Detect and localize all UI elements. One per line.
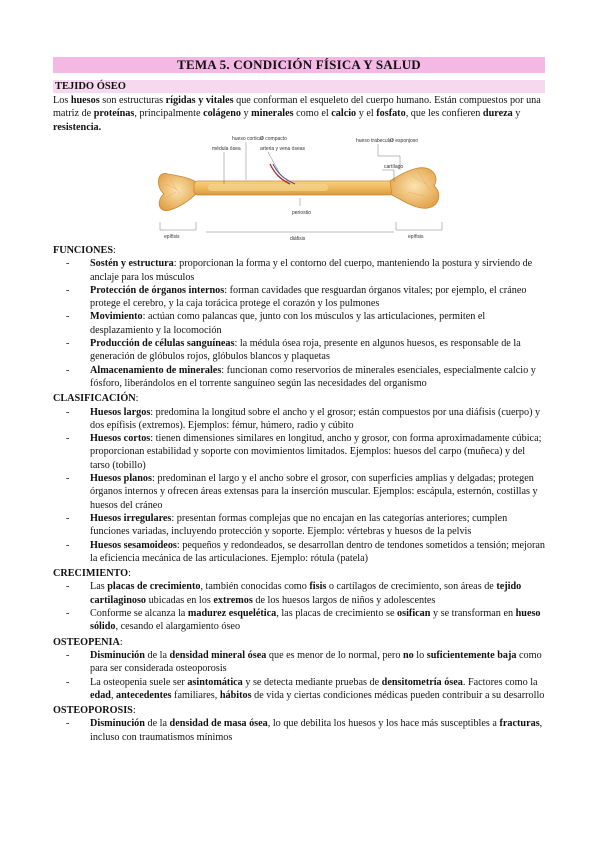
list-item <box>53 472 545 512</box>
label-epifisis-right: epífisis <box>408 234 424 240</box>
bold-text: huesos <box>70 95 100 106</box>
bold-text: Huesos sesamoideos <box>90 539 177 551</box>
heading-colon: : <box>113 245 116 256</box>
text-run: y se detecta mediante pruebas de <box>242 676 382 688</box>
bold-text: Movimiento <box>90 311 143 323</box>
bold-text: antecedentes <box>116 689 172 701</box>
text-run: , principalmente <box>134 108 204 120</box>
bold-text: fisis <box>309 581 327 593</box>
dash-bullet-icon: - <box>66 649 70 661</box>
list-item <box>53 284 545 311</box>
text-run: Los <box>53 95 71 106</box>
bold-text: no <box>402 649 414 661</box>
dash-bullet-icon: - <box>66 258 70 270</box>
bold-text: densidad de masa ósea <box>169 718 268 730</box>
bold-text: Disminución <box>90 718 145 730</box>
text-run: : funcionan como reservorios de minerales esenciales, especialmente calcio y fósforo, liberándolos en el torrente sanguíneo según las necesidades del organismo <box>90 364 536 389</box>
list-item <box>53 257 545 284</box>
bold-text: placas de crecimiento <box>107 581 201 593</box>
text-run: : presentan formas complejas que no encajan en las categorías anteriores; cumplen funciones variadas, incluyendo protección y soporte. Ejemplo: vértebras y huesos de la pelvis <box>90 512 508 538</box>
list-item <box>53 580 545 607</box>
bold-text: dureza <box>482 108 513 120</box>
list-item <box>53 539 545 566</box>
bold-text: hábitos <box>219 689 252 701</box>
bold-text: tejido cartilaginoso <box>90 581 522 606</box>
section-heading-text: CRECIMIENTO <box>53 568 129 580</box>
section-heading-text: CLASIFICACIÓN <box>53 393 136 405</box>
bold-text: Huesos cortos <box>90 433 151 445</box>
dash-bullet-icon: - <box>66 406 70 418</box>
label-diafisis: diáfisis <box>290 236 306 242</box>
bold-text: asintomática <box>187 676 243 688</box>
list-item <box>53 364 545 391</box>
section-heading <box>53 636 545 649</box>
intro-paragraph <box>53 94 543 134</box>
list-item <box>53 406 545 433</box>
intro-block <box>53 94 543 134</box>
text-run: , incluso con traumatismos mínimos <box>90 718 543 743</box>
list-item <box>53 310 545 337</box>
text-run: y el <box>356 108 377 120</box>
bold-text: resistencia. <box>53 121 102 133</box>
dash-bullet-icon: - <box>66 581 70 593</box>
bold-text: Huesos irregulares <box>90 512 172 524</box>
bold-text: Disminución <box>90 649 145 661</box>
text-run: : predominan el largo y el ancho sobre el grosor, con superficies amplias y delgadas; protegen órganos internos y ofrecen áreas extensas para la inserción muscular. Ejemplos: escápula, esternón, costillas y huesos del cráneo <box>90 473 538 511</box>
content-body <box>53 242 545 744</box>
dash-bullet-icon: - <box>66 539 70 551</box>
list-item <box>53 717 545 744</box>
text-run: La osteopenia suele ser <box>90 676 188 688</box>
text-run: , lo que debilita los huesos y los hace más susceptibles a <box>267 718 500 730</box>
label-trabecular: hueso trabecular <box>356 138 394 144</box>
text-run: o cartílagos de crecimiento, son áreas de <box>326 581 497 593</box>
dash-bullet-icon: - <box>66 284 70 296</box>
text-run: y <box>512 108 521 120</box>
bold-text: fracturas <box>499 718 540 730</box>
label-arteria: arteria y vena óseas <box>260 146 306 152</box>
bold-text: extremos <box>213 594 253 606</box>
section-heading <box>53 392 545 405</box>
bold-text: fosfato <box>376 108 406 120</box>
bold-text: Almacenamiento de minerales <box>90 364 222 376</box>
label-cortical: hueso cortical <box>232 136 263 142</box>
label-periostio: periostio <box>292 210 311 216</box>
text-run: : forman cavidades que resguardan órganos vitales; por ejemplo, el cráneo protege el cerebro, y la caja torácica protege el corazón y los pulmones <box>90 284 527 310</box>
dash-bullet-icon: - <box>66 311 70 323</box>
label-compacto: O compacto <box>260 136 287 142</box>
list-item <box>53 676 545 703</box>
page-title: TEMA 5. CONDICIÓN FÍSICA Y SALUD <box>53 57 545 73</box>
text-run: y <box>240 108 252 120</box>
bullet-list <box>53 257 545 390</box>
text-run: , que les confieren <box>405 108 483 120</box>
section-heading-text: OSTEOPOROSIS <box>53 705 133 717</box>
section-title: TEJIDO ÓSEO <box>53 80 545 93</box>
section-heading <box>53 567 545 580</box>
bold-text: suficientemente baja <box>426 649 517 661</box>
bold-text: colágeno <box>203 108 241 120</box>
heading-colon: : <box>132 705 136 717</box>
label-esponjoso: O esponjoso <box>390 138 419 144</box>
text-run: como el <box>293 108 332 120</box>
bold-text: minerales <box>251 108 294 120</box>
text-run: de los huesos largos de niños y adolescentes <box>252 594 436 606</box>
bold-text: edad <box>90 689 111 701</box>
text-run: , las placas de crecimiento se <box>276 608 398 620</box>
section-heading-text: OSTEOPENIA <box>53 636 120 648</box>
bold-text: densidad mineral ósea <box>169 649 267 661</box>
text-run: que es menor de lo normal, pero <box>266 649 403 661</box>
heading-colon: : <box>119 636 123 648</box>
text-run: , también conocidas como <box>200 581 310 593</box>
dash-bullet-icon: - <box>66 473 70 485</box>
bullet-list <box>53 649 545 702</box>
bold-text: proteínas <box>93 108 135 120</box>
list-item <box>53 512 545 539</box>
section-heading <box>53 704 545 717</box>
text-run: . Factores como la <box>462 676 538 688</box>
bold-text: Huesos planos <box>90 473 152 485</box>
bold-text: Protección de órganos internos <box>90 284 225 296</box>
bold-text: calcio <box>331 108 357 120</box>
dash-bullet-icon: - <box>66 338 70 350</box>
label-epifisis-left: epífisis <box>164 234 180 240</box>
section-heading-text: FUNCIONES <box>53 245 114 256</box>
dash-bullet-icon: - <box>66 608 70 620</box>
text-run: son estructuras <box>99 95 166 106</box>
bullet-list <box>53 717 545 744</box>
text-run: de vida y ciertas condiciones médicas pueden contribuir a su desarrollo <box>251 689 545 701</box>
dash-bullet-icon: - <box>66 433 70 445</box>
text-run: Las <box>90 581 108 593</box>
text-run: : pequeños y redondeados, se desarrollan dentro de tendones sometidos a tensión; mejoran la eficiencia mecánica de las articulaciones. Ejemplo: rótula (patela) <box>90 539 545 564</box>
bold-text: hueso sólido <box>90 608 541 633</box>
text-run: de la <box>144 649 170 661</box>
text-run: : actúan como palancas que, junto con los músculos y las articulaciones, permiten el desplazamiento y la locomoción <box>90 311 486 336</box>
bone-diagram <box>150 134 450 242</box>
list-item <box>53 337 545 364</box>
list-item <box>53 607 545 634</box>
bold-text: Sostén y estructura <box>90 258 174 270</box>
text-run: de la <box>144 718 170 730</box>
section-heading <box>53 244 545 257</box>
bold-text: madurez esquelética <box>187 608 277 620</box>
bold-text: osifican <box>397 608 431 620</box>
bold-text: rígidas y vitales <box>165 95 234 106</box>
text-run: Conforme se alcanza la <box>90 608 188 620</box>
text-run: lo <box>413 649 427 661</box>
heading-colon: : <box>128 568 131 580</box>
text-run: familiares, <box>171 689 220 701</box>
dash-bullet-icon: - <box>66 676 70 688</box>
label-cartilago: cartílago <box>384 164 404 170</box>
list-item <box>53 649 545 676</box>
text-run: : la médula ósea roja, presente en algunos huesos, es responsable de la generación de glóbulos rojos, glóbulos blancos y plaquetas <box>90 338 521 363</box>
dash-bullet-icon: - <box>66 364 70 376</box>
bullet-list <box>53 406 545 566</box>
bold-text: Huesos largos <box>90 406 151 418</box>
text-run: , cesando el alargamiento óseo <box>115 621 241 633</box>
text-run: ubicadas en los <box>146 594 214 606</box>
text-run: : tienen dimensiones similares en longitud, ancho y grosor, con forma aproximadamente cúbica; proporcionan estabilidad y soporte con movimientos limitados. Ejemplos: huesos del carpo (muñeca) y del tarso (tobillo) <box>90 433 542 471</box>
text-run: y se transforman en <box>430 608 516 620</box>
dash-bullet-icon: - <box>66 718 70 730</box>
dash-bullet-icon: - <box>66 512 70 524</box>
heading-colon: : <box>135 393 139 405</box>
text-run: : predomina la longitud sobre el ancho y el grosor; están compuestos por una diáfisis (cuerpo) y dos epífisis (extremos). Ejemplos: fémur, húmero, radio y cúbito <box>90 406 541 431</box>
list-item <box>53 432 545 472</box>
text-run: como para ser considerada osteoporosis <box>90 649 542 675</box>
label-medula: médula ósea <box>212 146 241 152</box>
bold-text: Producción de células sanguíneas <box>90 338 235 350</box>
bullet-list <box>53 580 545 633</box>
text-run: que conforman el esqueleto del cuerpo humano. Están compuestos por una matriz de <box>53 95 541 120</box>
text-run: , <box>110 689 117 701</box>
text-run: : proporcionan la forma y el contorno del cuerpo, manteniendo la postura y sirviendo de anclaje para los músculos <box>90 258 533 283</box>
bold-text: densitometría ósea <box>381 676 463 688</box>
bone-illustration <box>150 134 450 242</box>
